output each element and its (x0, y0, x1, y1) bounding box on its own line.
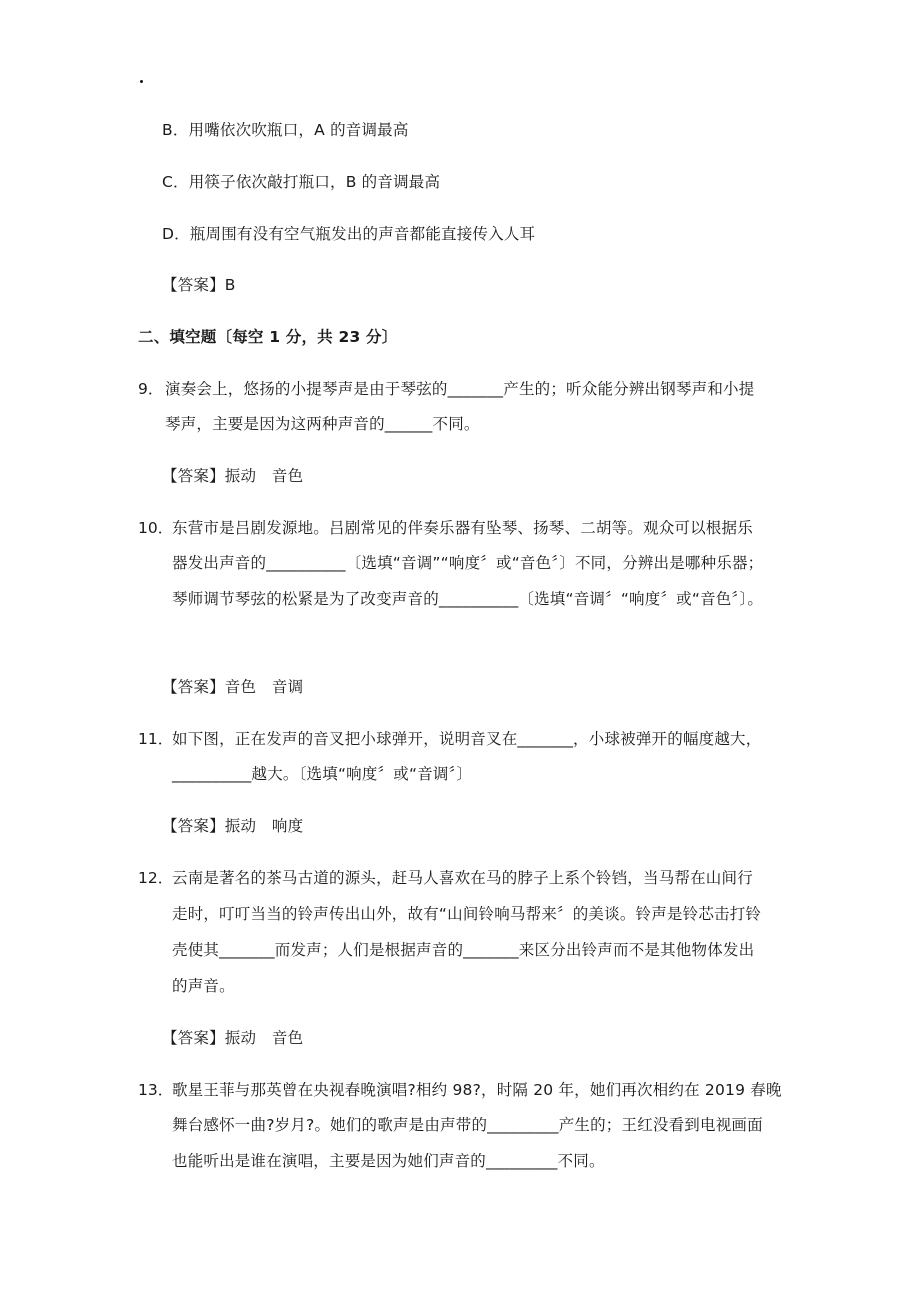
q12-line2: 走时，叮叮当当的铃声传出山外，故有“山间铃响马帮来〞的美谈。铃声是铃芯击打铃 (172, 905, 762, 923)
q13-line2: 舞台感怀一曲?岁月?。她们的歌声是由声带的_________产生的；王红没看到电视画面 (172, 1116, 763, 1134)
q9-line1: 演奏会上，悠扬的小提琴声是由于琴弦的_______产生的；听众能分辨出钢琴声和小提 (165, 380, 755, 398)
q9-line2: 琴声，主要是因为这两种声音的______不同。 (165, 415, 480, 433)
option-b: B．用嘴依次吹瓶口，A 的音调最高 (162, 121, 409, 139)
bullet-dot (140, 80, 143, 83)
answer-q11: 【答案】振动 响度 (162, 817, 304, 835)
q13-line1: 歌星王菲与那英曾在央视春晚演唱?相约 98?，时隔 20 年，她们再次相约在 2019 春晚 (172, 1081, 782, 1099)
q12-line4: 的声音。 (172, 977, 235, 995)
answer-q9: 【答案】振动 音色 (162, 467, 304, 485)
q12-line3: 壳使其_______而发声；人们是根据声音的_______来区分出铃声而不是其他物体发出 (172, 941, 755, 959)
q10-line3: 琴师调节琴弦的松紧是为了改变声音的__________〔选填“音调〞“响度〞或“音色〞〕。 (172, 590, 764, 608)
q10-line2: 器发出声音的__________〔选填“音调”“响度〞或“音色〞〕不同，分辨出是哪种乐器； (172, 554, 764, 572)
answer-q12: 【答案】振动 音色 (162, 1029, 304, 1047)
section-title: 二、填空题〔每空 1 分，共 23 分〕 (138, 328, 398, 346)
option-d: D．瓶周围有没有空气瓶发出的声音都能直接传入人耳 (162, 225, 536, 243)
q11-line2: __________越大。〔选填“响度〞或“音调〞〕 (172, 765, 473, 783)
q12-number: 12． (138, 869, 174, 887)
q9-number: 9． (138, 380, 164, 398)
q11-number: 11． (138, 730, 174, 748)
q10-number: 10． (138, 519, 174, 537)
q11-line1: 如下图，正在发声的音叉把小球弹开，说明音叉在_______，小球被弹开的幅度越大， (172, 730, 762, 748)
q10-line1: 东营市是吕剧发源地。吕剧常见的伴奏乐器有坠琴、扬琴、二胡等。观众可以根据乐 (172, 519, 753, 537)
q13-number: 13． (138, 1081, 174, 1099)
answer-q10: 【答案】音色 音调 (162, 678, 304, 696)
q13-line3: 也能听出是谁在演唱，主要是因为她们声音的_________不同。 (172, 1152, 605, 1170)
answer-q8: 【答案】B (162, 276, 236, 294)
q12-line1: 云南是著名的茶马古道的源头，赶马人喜欢在马的脖子上系个铃铛，当马帮在山间行 (172, 869, 753, 887)
option-c: C．用筷子依次敲打瓶口，B 的音调最高 (162, 173, 441, 191)
